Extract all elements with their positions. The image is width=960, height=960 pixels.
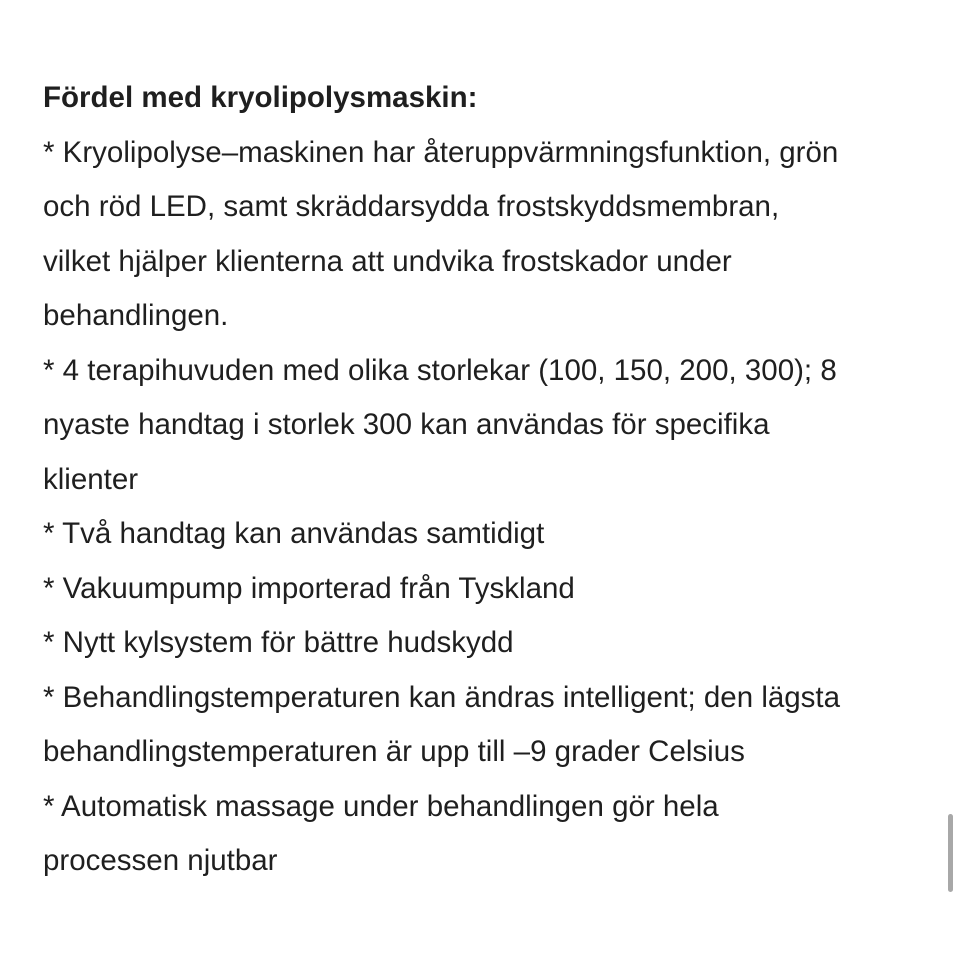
text-line: vilket hjälper klienterna att undvika frostskador under (43, 244, 732, 278)
text-line: processen njutbar (43, 844, 278, 877)
text-line: behandlingstemperaturen är upp till –9 grader Celsius (43, 735, 745, 768)
text-line: * Två handtag kan användas samtidigt (43, 517, 545, 550)
article-heading: Fördel med kryolipolysmaskin: (43, 81, 478, 114)
text-line: och röd LED, samt skräddarsydda frostskyddsmembran, (43, 190, 780, 223)
text-line: * 4 terapihuvuden med olika storlekar (100, 150, 200, 300); 8 (43, 353, 837, 387)
text-line: * Automatisk massage under behandlingen gör hela (43, 789, 719, 823)
vertical-scrollbar[interactable] (948, 814, 953, 892)
text-line: * Nytt kylsystem för bättre hudskydd (43, 626, 514, 659)
text-line: * Vakuumpump importerad från Tyskland (43, 571, 575, 605)
text-line: behandlingen. (43, 299, 229, 332)
article-body (43, 71, 933, 889)
text-line: nyaste handtag i storlek 300 kan användas för specifika (43, 408, 770, 441)
text-line: * Behandlingstemperaturen kan ändras intelligent; den lägsta (43, 680, 841, 714)
text-line: klienter (43, 462, 139, 496)
text-line: * Kryolipolyse–maskinen har återuppvärmningsfunktion, grön (43, 135, 839, 169)
